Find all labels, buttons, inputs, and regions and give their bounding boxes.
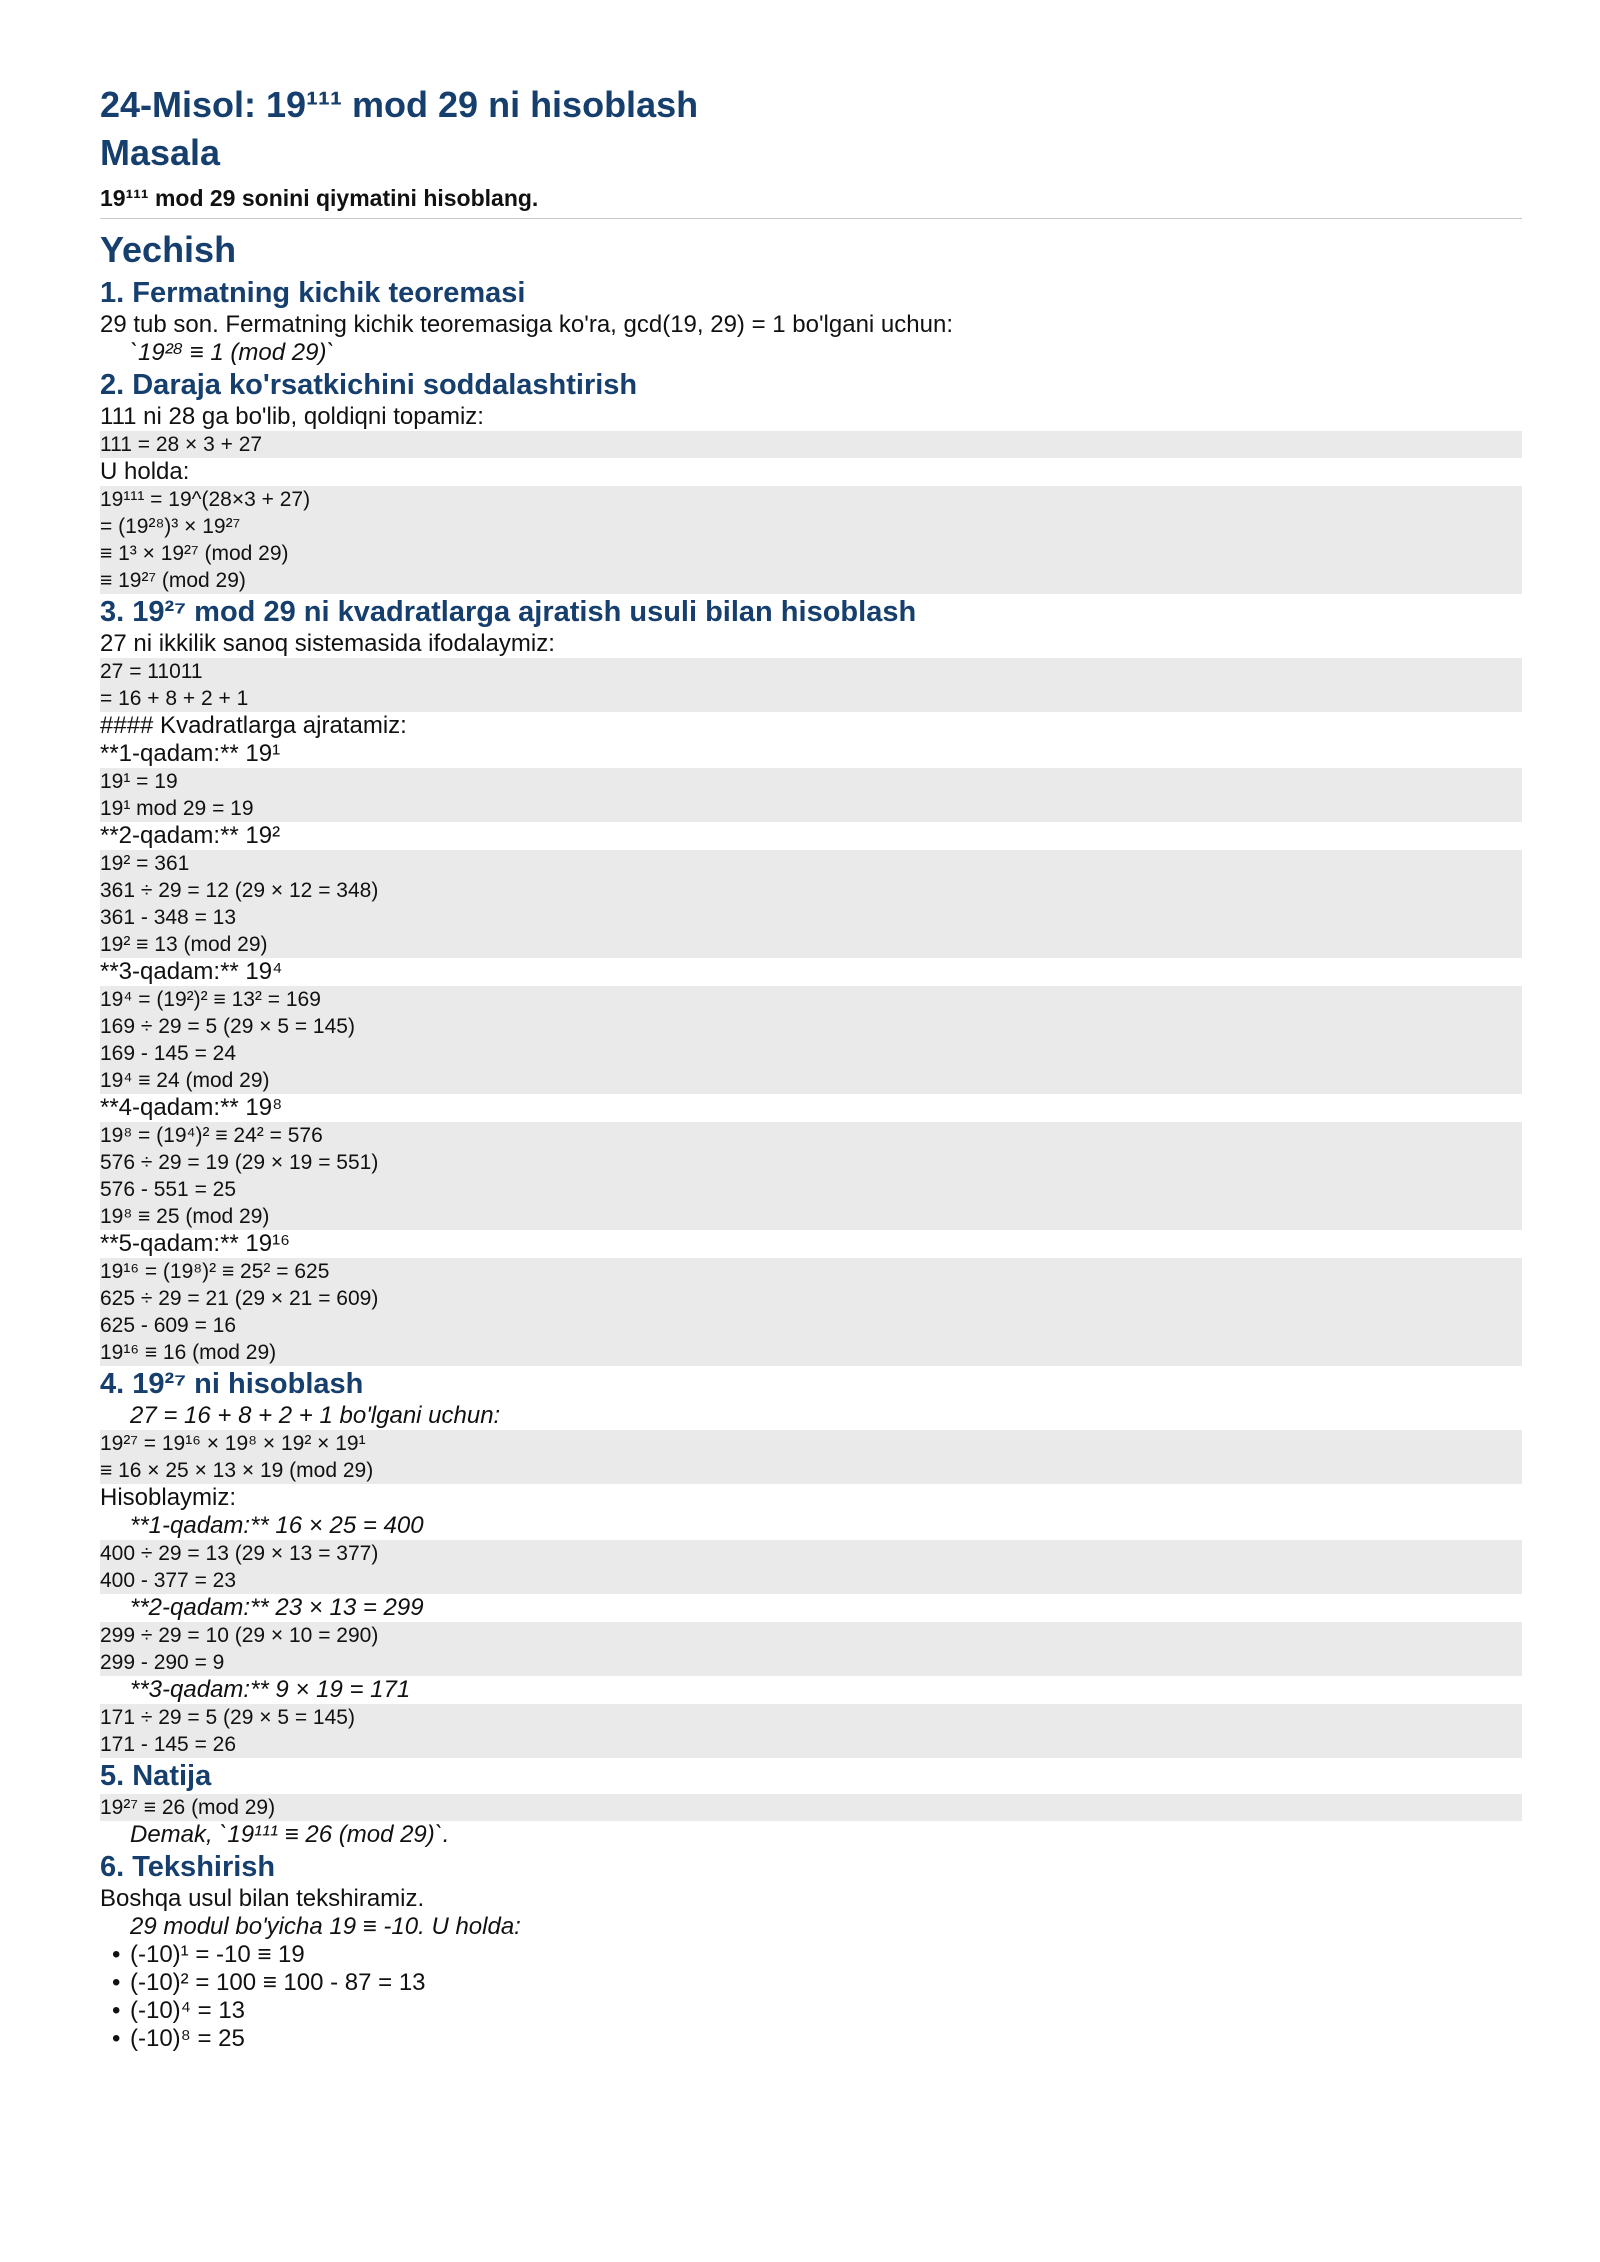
- code-block: [100, 1704, 1522, 1758]
- divider: [100, 218, 1522, 219]
- code-line: 19²⁷ = 19¹⁶ × 19⁸ × 19² × 19¹: [100, 1430, 1522, 1457]
- code-line: ≡ 16 × 25 × 13 × 19 (mod 29): [100, 1457, 1522, 1484]
- section-4-heading: 4. 19²⁷ ni hisoblash: [100, 1368, 364, 1400]
- section-3-text2: #### Kvadratlarga ajratamiz:: [100, 712, 407, 739]
- list-item: [112, 1969, 1522, 1997]
- section-1-formula: `19²⁸ ≡ 1 (mod 29)`: [130, 339, 335, 366]
- code-line: 19⁴ = (19²)² ≡ 13² = 169: [100, 986, 1522, 1013]
- page-title: 24-Misol: 19¹¹¹ mod 29 ni hisoblash: [100, 84, 699, 125]
- list-item-text: (-10)² = 100 ≡ 100 - 87 = 13: [130, 1969, 426, 1996]
- code-block: [100, 986, 1522, 1094]
- bullet-list: [100, 1941, 1522, 2053]
- code-block: [100, 1122, 1522, 1230]
- section-6-italic: 29 modul bo'yicha 19 ≡ -10. U holda:: [130, 1913, 521, 1940]
- code-line: 19¹¹¹ = 19^(28×3 + 27): [100, 486, 1522, 513]
- code-block: [100, 1430, 1522, 1484]
- yechish-heading: Yechish: [100, 229, 237, 270]
- code-line: 361 ÷ 29 = 12 (29 × 12 = 348): [100, 877, 1522, 904]
- code-block: [100, 1540, 1522, 1594]
- list-item: [112, 1941, 1522, 1969]
- section-4-italic: 27 = 16 + 8 + 2 + 1 bo'lgani uchun:: [130, 1402, 501, 1429]
- list-item: [112, 2025, 1522, 2053]
- step-3-label: **3-qadam:** 19⁴: [100, 958, 283, 985]
- code-line: 19²⁷ ≡ 26 (mod 29): [100, 1794, 1522, 1821]
- section-2-heading: 2. Daraja ko'rsatkichini soddalashtirish: [100, 369, 638, 401]
- masala-heading: Masala: [100, 132, 221, 173]
- step-4-label: **4-qadam:** 19⁸: [100, 1094, 283, 1121]
- code-line: 576 - 551 = 25: [100, 1176, 1522, 1203]
- code-line: 19¹⁶ = (19⁸)² ≡ 25² = 625: [100, 1258, 1522, 1285]
- code-line: 400 - 377 = 23: [100, 1567, 1522, 1594]
- code-block: [100, 1794, 1522, 1821]
- code-line: 19¹ mod 29 = 19: [100, 795, 1522, 822]
- section-1-heading: 1. Fermatning kichik teoremasi: [100, 277, 526, 309]
- code-line: 19⁸ = (19⁴)² ≡ 24² = 576: [100, 1122, 1522, 1149]
- list-item-text: (-10)⁸ = 25: [130, 2025, 245, 2052]
- code-line: 111 = 28 × 3 + 27: [100, 431, 1522, 458]
- code-line: 625 - 609 = 16: [100, 1312, 1522, 1339]
- section-2-text: 111 ni 28 ga bo'lib, qoldiqni topamiz:: [100, 403, 484, 430]
- masala-text: 19¹¹¹ mod 29 sonini qiymatini hisoblang.: [100, 185, 539, 211]
- section-5-conclusion: Demak, `19¹¹¹ ≡ 26 (mod 29)`.: [130, 1821, 450, 1848]
- section-1-text: 29 tub son. Fermatning kichik teoremasiga ko'ra, gcd(19, 29) = 1 bo'lgani uchun:: [100, 311, 953, 338]
- code-line: 299 - 290 = 9: [100, 1649, 1522, 1676]
- section-6-heading: 6. Tekshirish: [100, 1851, 276, 1883]
- code-line: ≡ 19²⁷ (mod 29): [100, 567, 1522, 594]
- document-page: [100, 82, 1522, 2053]
- code-line: 576 ÷ 29 = 19 (29 × 19 = 551): [100, 1149, 1522, 1176]
- code-line: 19¹ = 19: [100, 768, 1522, 795]
- section-4-step-3: **3-qadam:** 9 × 19 = 171: [130, 1676, 411, 1703]
- bullet-glyph: •: [112, 1941, 121, 1968]
- code-block: [100, 486, 1522, 594]
- bullet-glyph: •: [112, 1969, 121, 1996]
- code-block: [100, 431, 1522, 458]
- code-line: 299 ÷ 29 = 10 (29 × 10 = 290): [100, 1622, 1522, 1649]
- code-block: [100, 658, 1522, 712]
- code-line: 19⁸ ≡ 25 (mod 29): [100, 1203, 1522, 1230]
- section-5-heading: 5. Natija: [100, 1760, 212, 1792]
- step-5-label: **5-qadam:** 19¹⁶: [100, 1230, 290, 1257]
- section-4-step-1: **1-qadam:** 16 × 25 = 400: [130, 1512, 424, 1539]
- code-line: = 16 + 8 + 2 + 1: [100, 685, 1522, 712]
- step-2-label: **2-qadam:** 19²: [100, 822, 281, 849]
- list-item-text: (-10)⁴ = 13: [130, 1997, 246, 2024]
- list-item: [112, 1997, 1522, 2025]
- code-line: 27 = 11011: [100, 658, 1522, 685]
- code-line: 169 ÷ 29 = 5 (29 × 5 = 145): [100, 1013, 1522, 1040]
- code-line: 625 ÷ 29 = 21 (29 × 21 = 609): [100, 1285, 1522, 1312]
- code-line: 19⁴ ≡ 24 (mod 29): [100, 1067, 1522, 1094]
- code-block: [100, 1622, 1522, 1676]
- code-line: 19² ≡ 13 (mod 29): [100, 931, 1522, 958]
- code-line: = (19²⁸)³ × 19²⁷: [100, 513, 1522, 540]
- section-3-heading: 3. 19²⁷ mod 29 ni kvadratlarga ajratish usuli bilan hisoblash: [100, 596, 917, 628]
- bullet-glyph: •: [112, 1997, 121, 2024]
- step-1-label: **1-qadam:** 19¹: [100, 740, 281, 767]
- section-3-text: 27 ni ikkilik sanoq sistemasida ifodalaymiz:: [100, 630, 555, 657]
- section-2-text2: U holda:: [100, 458, 190, 485]
- bullet-glyph: •: [112, 2025, 121, 2052]
- code-block: [100, 1258, 1522, 1366]
- code-line: 361 - 348 = 13: [100, 904, 1522, 931]
- code-line: 169 - 145 = 24: [100, 1040, 1522, 1067]
- code-line: 171 - 145 = 26: [100, 1731, 1522, 1758]
- section-4-step-2: **2-qadam:** 23 × 13 = 299: [130, 1594, 424, 1621]
- code-line: 171 ÷ 29 = 5 (29 × 5 = 145): [100, 1704, 1522, 1731]
- section-4-text: Hisoblaymiz:: [100, 1484, 237, 1511]
- list-item-text: (-10)¹ = -10 ≡ 19: [130, 1941, 305, 1968]
- code-line: 19¹⁶ ≡ 16 (mod 29): [100, 1339, 1522, 1366]
- code-block: [100, 850, 1522, 958]
- code-line: 19² = 361: [100, 850, 1522, 877]
- code-line: ≡ 1³ × 19²⁷ (mod 29): [100, 540, 1522, 567]
- code-line: 400 ÷ 29 = 13 (29 × 13 = 377): [100, 1540, 1522, 1567]
- section-6-text: Boshqa usul bilan tekshiramiz.: [100, 1885, 425, 1912]
- code-block: [100, 768, 1522, 822]
